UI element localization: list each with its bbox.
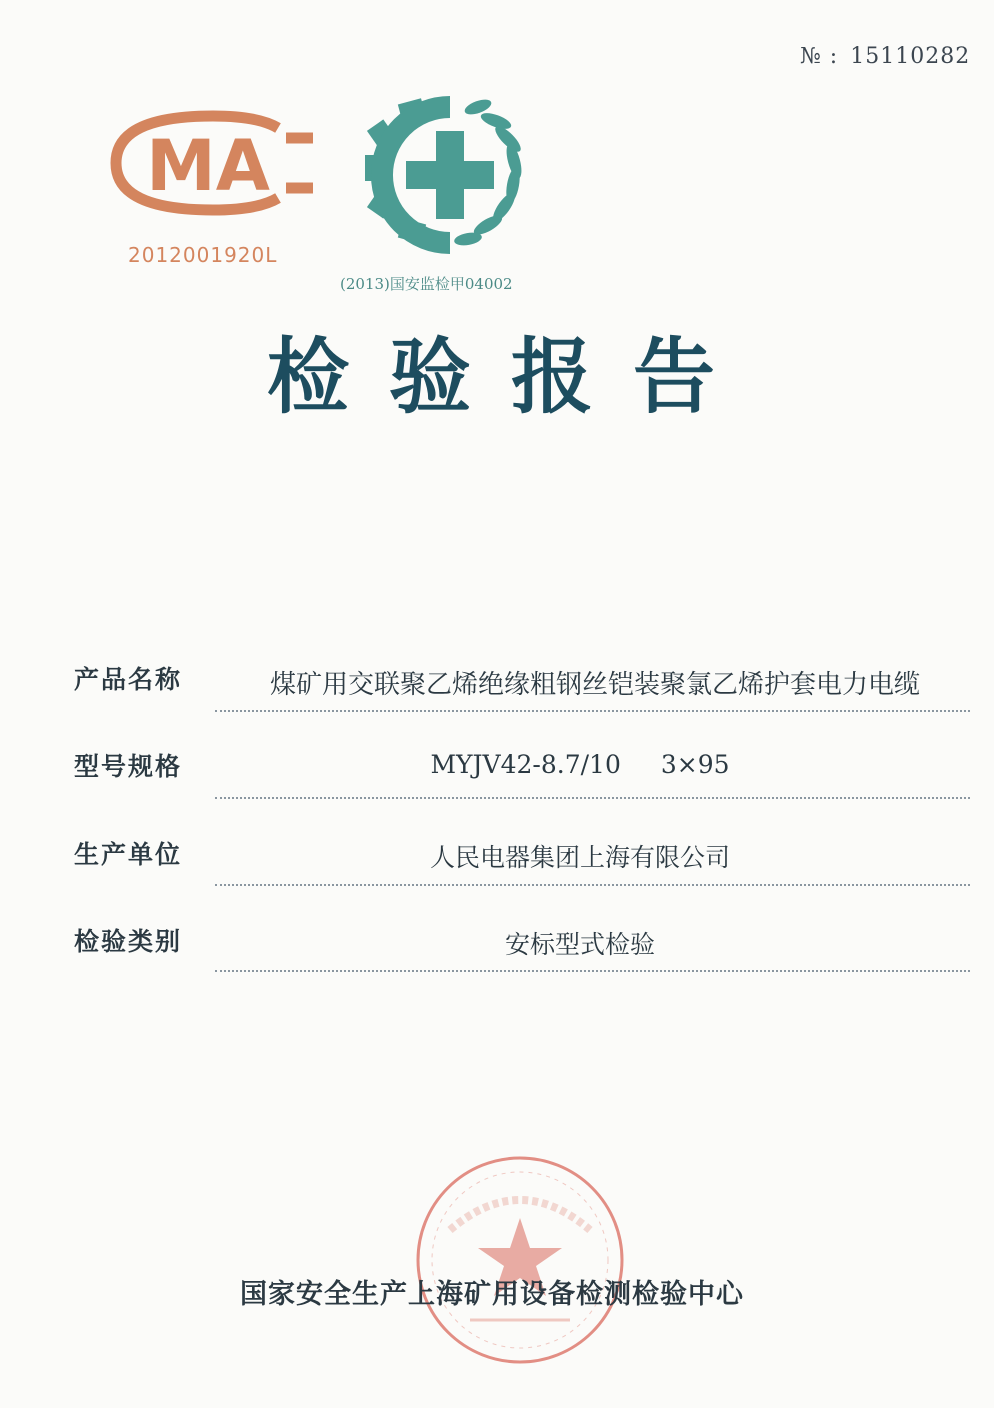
inspection-type-line: [215, 970, 970, 972]
safety-mark-logo: [360, 95, 535, 260]
cma-letters: MA: [146, 125, 270, 207]
product-name-value: 煤矿用交联聚乙烯绝缘粗钢丝铠装聚氯乙烯护套电力电缆: [269, 670, 920, 700]
report-number-value: 15110282: [850, 44, 971, 69]
product-name-line: [215, 710, 970, 712]
report-title: 检验报告: [266, 330, 755, 425]
issuing-authority: 国家安全生产上海矿用设备检测检验中心: [240, 1279, 744, 1310]
report-number: [800, 44, 970, 69]
model-spec-value: [200, 750, 960, 779]
inspection-type-value: 安标型式检验: [504, 930, 655, 959]
manufacturer-label: 生产单位: [74, 840, 183, 869]
report-number-prefix: № :: [800, 44, 839, 69]
model-number: MYJV42-8.7/10: [430, 750, 621, 779]
model-spec-line: [215, 797, 970, 799]
manufacturer-value: 人民电器集团上海有限公司: [429, 843, 730, 872]
inspection-type-label: 检验类别: [74, 927, 183, 956]
official-seal-stamp: [410, 1150, 630, 1370]
model-spec-label: 型号规格: [74, 752, 183, 781]
model-size: 3×95: [660, 750, 730, 779]
product-name-label: 产品名称: [74, 665, 183, 694]
safety-mark-code: (2013)国安监检甲04002: [340, 275, 513, 293]
manufacturer-line: [215, 884, 970, 886]
cma-logo: [108, 108, 318, 218]
cma-code: 2012001920L: [128, 243, 278, 267]
